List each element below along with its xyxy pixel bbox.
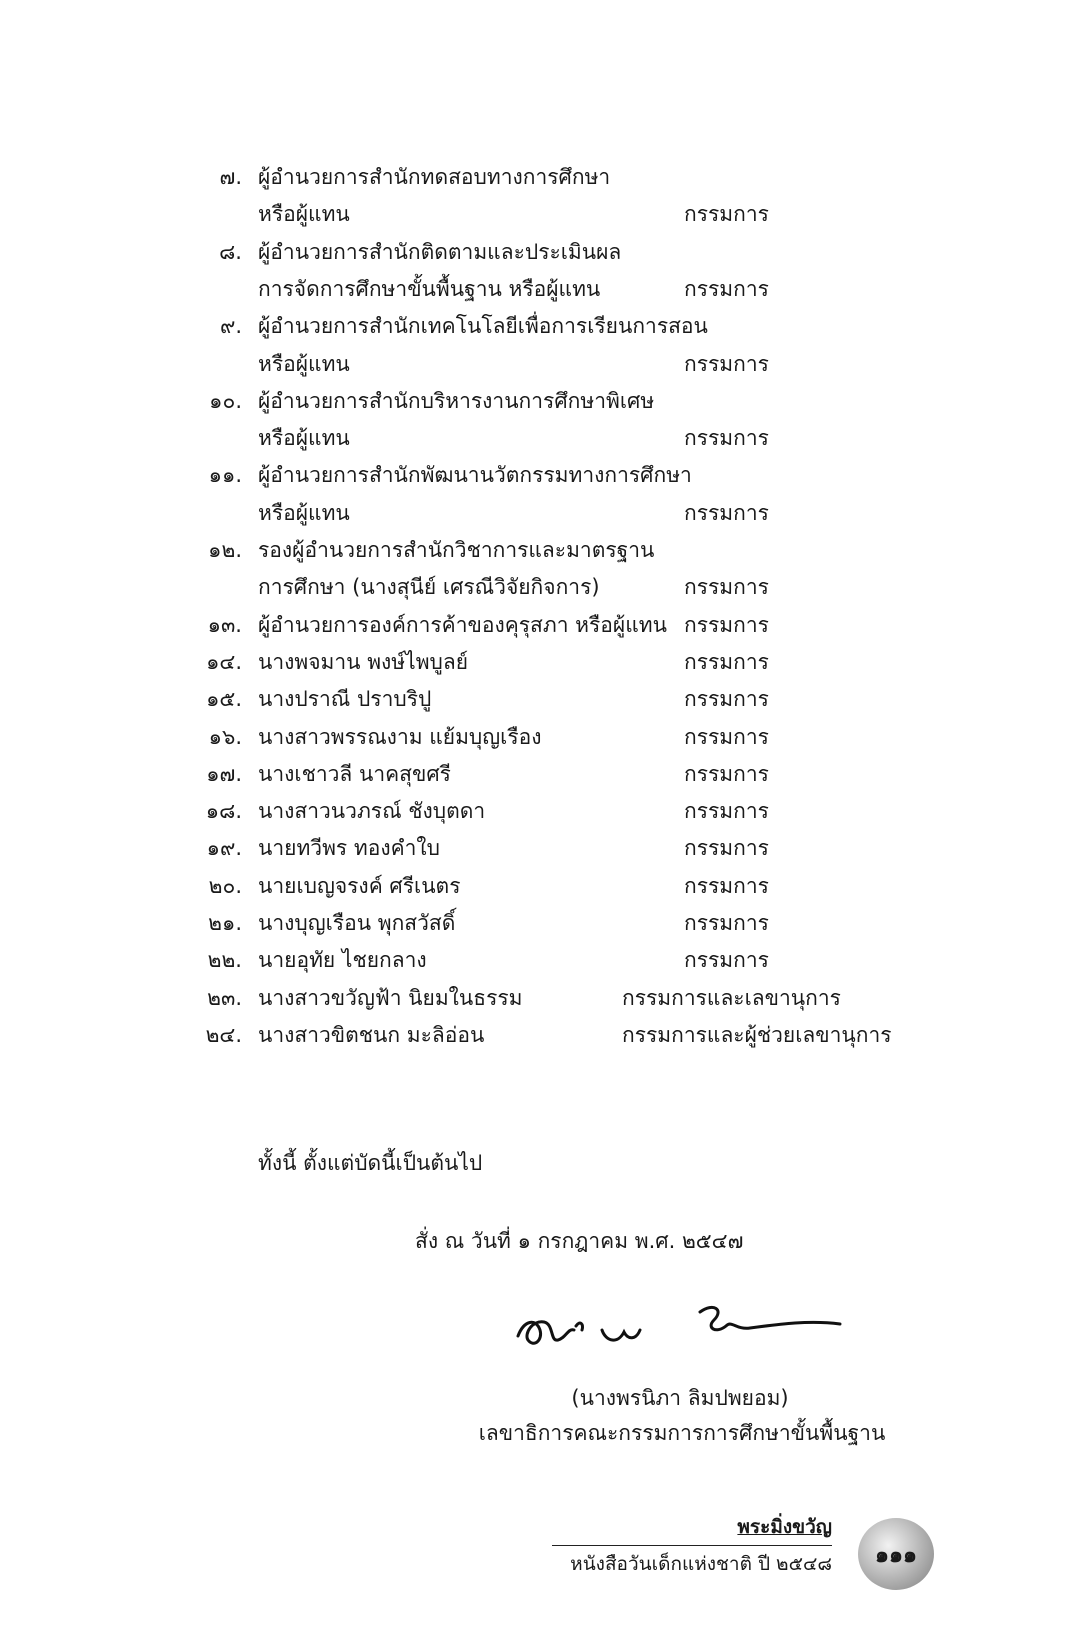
item-text: นายทวีพร ทองคำใบ — [258, 836, 441, 861]
item-number: ๒๑. — [208, 911, 242, 935]
item-text: การศึกษา (นางสุนีย์ เศรณีวิจัยกิจการ) — [258, 575, 600, 600]
footer-divider — [552, 1545, 832, 1546]
item-text: นางเชาวลี นาคสุขศรี — [258, 761, 451, 786]
item-role: กรรมการ — [684, 276, 769, 301]
item-text: หรือผู้แทน — [258, 202, 350, 227]
order-date: สั่ง ณ วันที่ ๑ กรกฎาคม พ.ศ. ๒๕๔๗ — [415, 1229, 744, 1253]
item-number: ๑๖. — [208, 724, 242, 749]
signature-image — [510, 1290, 850, 1360]
item-text: ผู้อำนวยการสำนักพัฒนานวัตกรรมทางการศึกษา — [258, 463, 692, 488]
item-number: ๗. — [219, 165, 242, 189]
item-number: ๑๘. — [205, 799, 242, 824]
item-role: กรรมการ — [684, 649, 769, 674]
item-number: ๒๐. — [208, 873, 242, 898]
item-role: กรรมการ — [684, 761, 769, 786]
item-role: กรรมการ — [684, 575, 769, 600]
item-number: ๒๒. — [207, 948, 242, 973]
closing-statement: ทั้งนี้ ตั้งแต่บัดนี้เป็นต้นไป — [258, 1151, 483, 1175]
item-role: กรรมการ — [684, 873, 769, 898]
item-text: นายอุทัย ไชยกลาง — [258, 948, 427, 973]
item-text: รองผู้อำนวยการสำนักวิชาการและมาตรฐาน — [258, 538, 655, 562]
item-text: ผู้อำนวยการองค์การค้าของคุรุสภา หรือผู้แทน — [258, 612, 667, 637]
item-role: กรรมการ — [684, 724, 769, 749]
item-number: ๑๓. — [207, 612, 242, 637]
item-number: ๒๔. — [205, 1022, 242, 1047]
item-role: กรรมการและเลขานุการ — [622, 985, 841, 1010]
item-text: นายเบญจรงค์ ศรีเนตร — [258, 873, 461, 898]
item-text: ผู้อำนวยการสำนักทดสอบทางการศึกษา — [258, 165, 611, 189]
item-number: ๑๙. — [206, 836, 242, 861]
item-text: นางปราณี ปราบริปู — [258, 687, 432, 712]
page-number-badge — [858, 1518, 934, 1590]
item-role: กรรมการ — [684, 500, 769, 525]
item-text: นางสาวนวภรณ์ ชังบุตดา — [258, 799, 486, 824]
item-role: กรรมการและผู้ช่วยเลขานุการ — [622, 1022, 892, 1047]
item-text: นางสาวขิตชนก มะลิอ่อน — [258, 1022, 485, 1047]
item-text: หรือผู้แทน — [258, 351, 350, 376]
item-role: กรรมการ — [684, 911, 769, 935]
item-number: ๑๔. — [206, 649, 242, 674]
page-number: ๑๑๑ — [875, 1542, 917, 1568]
item-number: ๒๓. — [207, 985, 242, 1010]
item-text: หรือผู้แทน — [258, 500, 350, 525]
item-text: นางสาวขวัญฟ้า นิยมในธรรม — [258, 985, 523, 1010]
item-text: นางพจมาน พงษ์ไพบูลย์ — [258, 649, 469, 674]
item-text: ผู้อำนวยการสำนักติดตามและประเมินผล — [258, 239, 622, 264]
item-text: ผู้อำนวยการสำนักบริหารงานการศึกษาพิเศษ — [258, 388, 655, 413]
item-number: ๑๒. — [208, 538, 242, 562]
item-number: ๙. — [219, 314, 242, 339]
item-role: กรรมการ — [684, 351, 769, 376]
item-role: กรรมการ — [684, 836, 769, 861]
item-role: กรรมการ — [684, 426, 769, 451]
footer-brand: พระมิ่งขวัญ — [737, 1516, 832, 1538]
item-number: ๘. — [219, 239, 242, 264]
item-role: กรรมการ — [684, 687, 769, 712]
item-number: ๑๗. — [206, 761, 242, 786]
item-text: การจัดการศึกษาขั้นพื้นฐาน หรือผู้แทน — [258, 276, 601, 301]
item-role: กรรมการ — [684, 202, 769, 227]
item-role: กรรมการ — [684, 948, 769, 973]
item-text: นางบุญเรือน พุกสวัสดิ์ — [258, 911, 456, 935]
footer-book-title: หนังสือวันเด็กแห่งชาติ ปี ๒๕๔๘ — [570, 1553, 832, 1575]
item-role: กรรมการ — [684, 799, 769, 824]
item-text: ผู้อำนวยการสำนักเทคโนโลยีเพื่อการเรียนการสอน — [258, 314, 708, 339]
item-number: ๑๑. — [208, 463, 242, 488]
signatory-name: (นางพรนิภา ลิมปพยอม) — [571, 1386, 789, 1410]
item-number: ๑๐. — [209, 388, 242, 413]
item-text: นางสาวพรรณงาม แย้มบุญเรือง — [258, 724, 542, 749]
item-number: ๑๕. — [206, 687, 242, 712]
item-text: หรือผู้แทน — [258, 426, 350, 451]
signatory-position: เลขาธิการคณะกรรมการการศึกษาขั้นพื้นฐาน — [478, 1421, 886, 1445]
item-role: กรรมการ — [684, 612, 769, 637]
